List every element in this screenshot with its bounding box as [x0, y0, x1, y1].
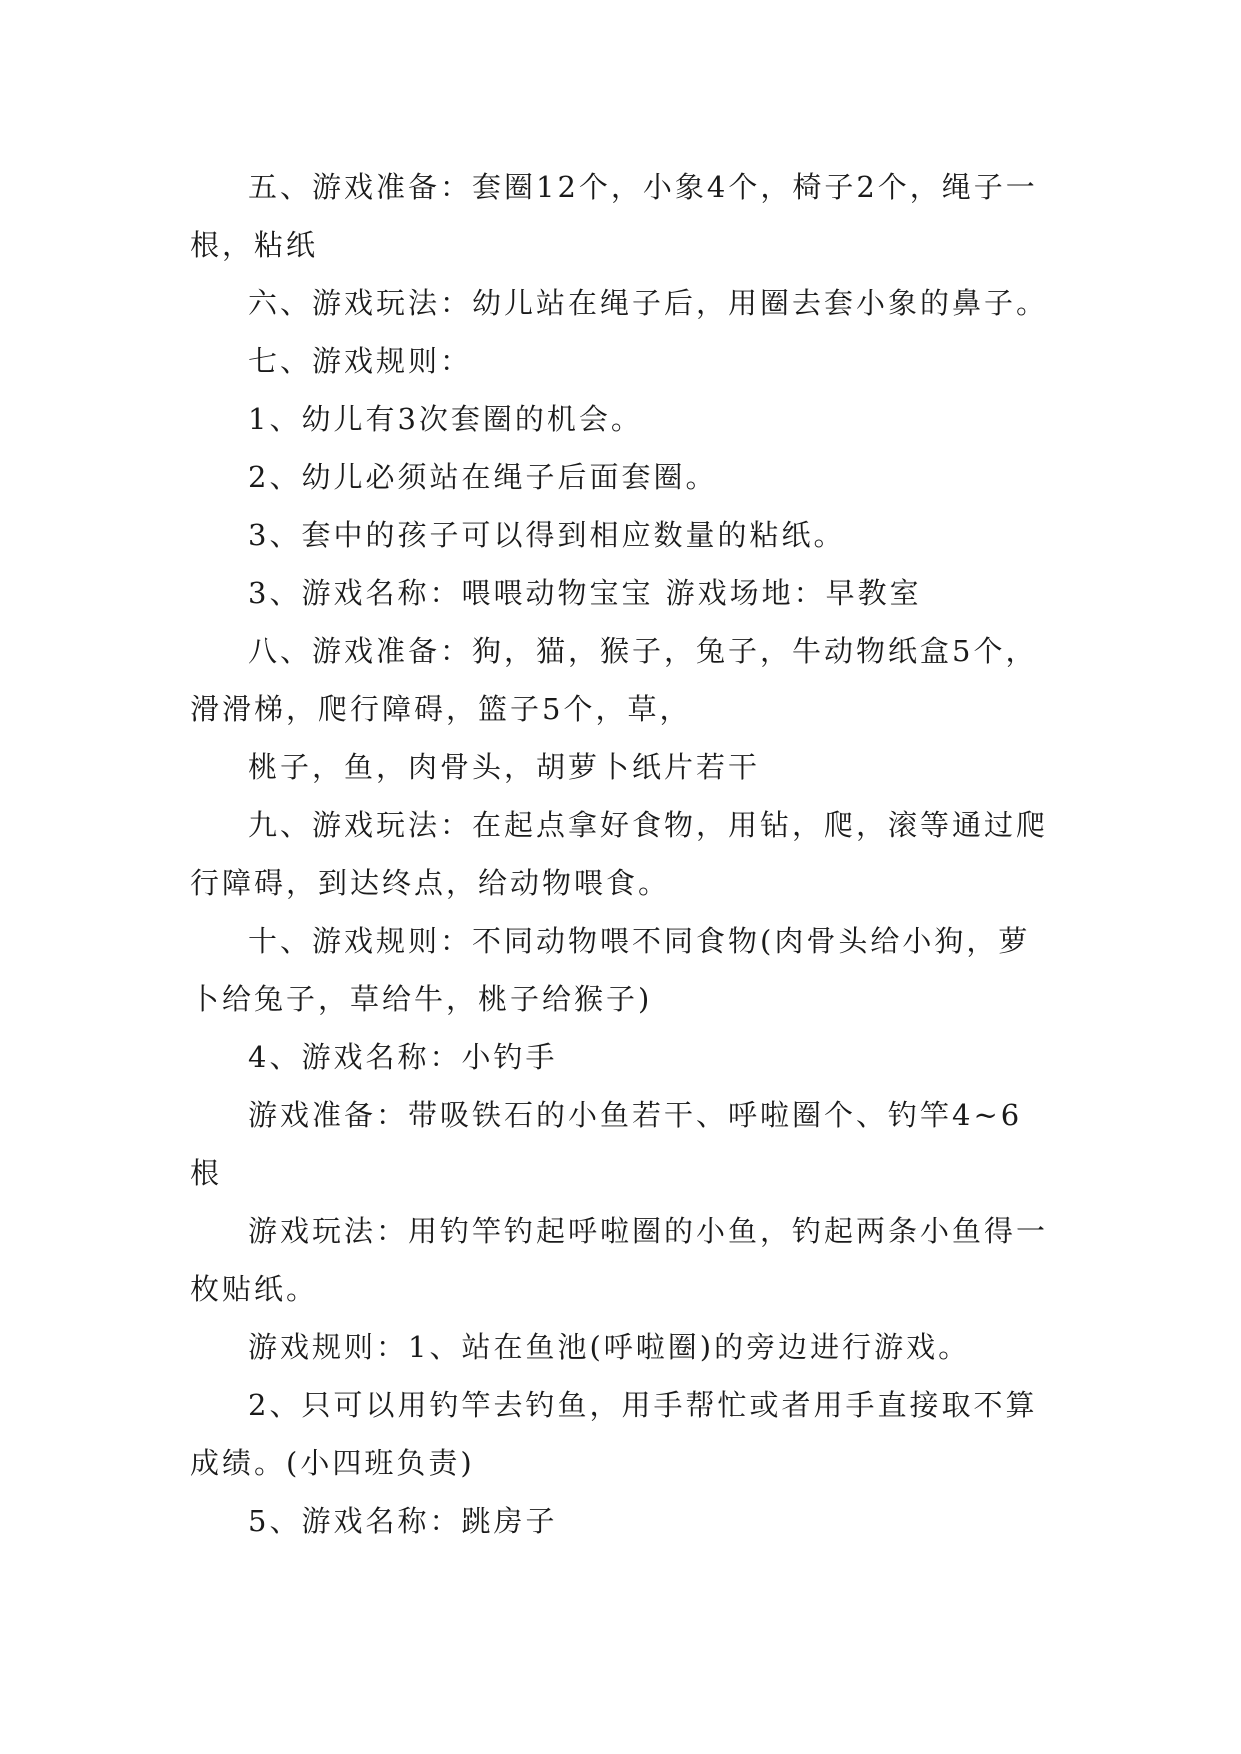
paragraph: 2、只可以用钓竿去钓鱼，用手帮忙或者用手直接取不算成绩。(小四班负责)	[190, 1388, 1038, 1480]
paragraph: 游戏规则：1、站在鱼池(呼啦圈)的旁边进行游戏。	[248, 1330, 971, 1364]
paragraph: 六、游戏玩法：幼儿站在绳子后，用圈去套小象的鼻子。	[248, 286, 1049, 320]
paragraph: 五、游戏准备：套圈12个，小象4个，椅子2个，绳子一根，粘纸	[190, 170, 1038, 262]
paragraph: 游戏玩法：用钓竿钓起呼啦圈的小鱼，钓起两条小鱼得一枚贴纸。	[190, 1214, 1049, 1306]
paragraph: 3、套中的孩子可以得到相应数量的粘纸。	[248, 518, 846, 552]
paragraph: 七、游戏规则：	[248, 344, 473, 378]
paragraph: 十、游戏规则：不同动物喂不同食物(肉骨头给小狗，萝卜给兔子，草给牛，桃子给猴子)	[190, 924, 1031, 1016]
paragraph: 4、游戏名称：小钓手	[248, 1040, 558, 1074]
paragraph: 八、游戏准备：狗，猫，猴子，兔子，牛动物纸盒5个，滑滑梯，爬行障碍，篮子5个，草，	[190, 634, 1038, 726]
paragraph: 3、游戏名称：喂喂动物宝宝 游戏场地：早教室	[248, 576, 922, 610]
paragraph: 桃子，鱼，肉骨头，胡萝卜纸片若干	[248, 750, 761, 784]
paragraph: 九、游戏玩法：在起点拿好食物，用钻，爬，滚等通过爬行障碍，到达终点，给动物喂食。	[190, 808, 1049, 900]
paragraph: 游戏准备：带吸铁石的小鱼若干、呼啦圈个、钓竿4~6根	[190, 1098, 1023, 1190]
paragraph: 1、幼儿有3次套圈的机会。	[248, 402, 643, 436]
paragraph: 5、游戏名称：跳房子	[248, 1504, 558, 1538]
document-body	[190, 158, 1050, 1550]
paragraph: 2、幼儿必须站在绳子后面套圈。	[248, 460, 718, 494]
